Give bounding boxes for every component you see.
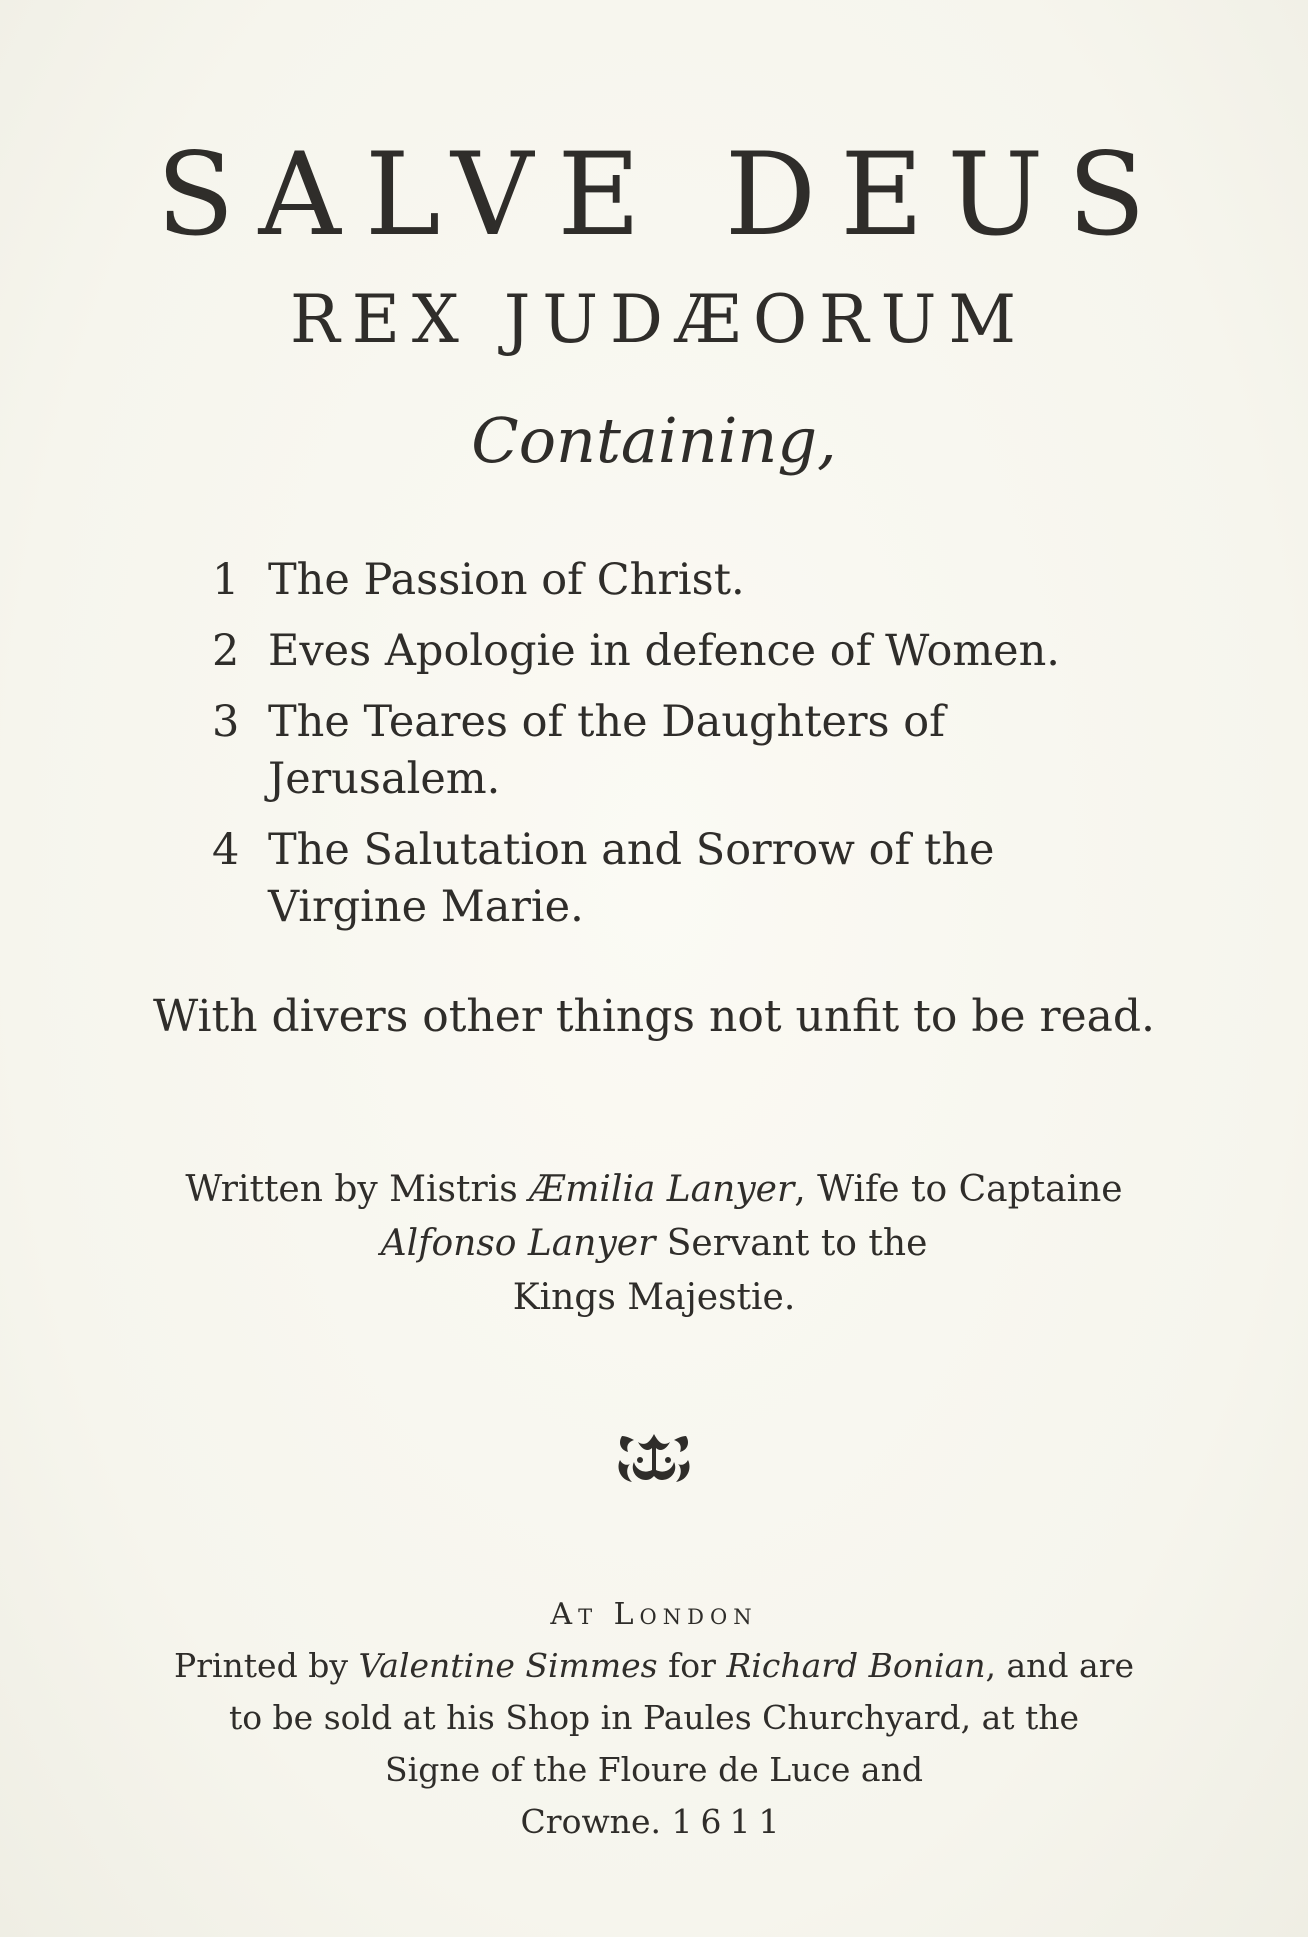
author-name: Æmilia Lanyer [529,1169,795,1210]
for-text: for [657,1646,727,1685]
list-item-text: The Passion of Christ. [268,555,745,605]
author-statement [0,1163,1308,1325]
publication-year: 1611 [671,1802,788,1841]
list-item [212,623,1112,680]
list-item-number: 1 [212,555,240,605]
husband-name: Alfonso Lanyer [380,1223,656,1264]
list-item-text: The Teares of the Daughters of Jerusalem. [268,697,946,804]
imprint-line-1 [0,1640,1308,1692]
crowne-text: Crowne. [520,1802,661,1841]
list-item [212,552,1112,609]
author-line-2 [0,1217,1308,1271]
author-line-1 [0,1163,1308,1217]
imprint-line-2: to be sold at his Shop in Paules Churchyard, at the [228,1698,1080,1737]
list-item-number: 3 [212,697,240,747]
publisher-name: Richard Bonian [726,1646,986,1685]
printer-name: Valentine Simmes [358,1646,658,1685]
title-main: SALVE DEUS [156,128,1170,261]
containing-heading: Containing, [471,404,837,477]
list-item [212,694,1112,808]
fleuron-icon [614,1430,694,1488]
printed-by-text: Printed by [174,1646,348,1685]
servant-to-text: Servant to the [655,1223,928,1264]
imprint-line-4 [0,1796,1308,1848]
written-by-text: Written by Mistris [185,1169,518,1210]
wife-to-text: , Wife to Captaine [794,1169,1123,1210]
imprint [0,1640,1308,1848]
with-divers-line: With divers other things not unfit to be read. [153,991,1155,1042]
imprint-heading: At London [550,1597,758,1632]
list-item-text: Eves Apologie in defence of Women. [268,626,1060,676]
author-line-3: Kings Majestie. [512,1277,796,1318]
imprint-line-3: Signe of the Floure de Luce and [385,1750,923,1789]
title-subtitle: REX JUDÆORUM [290,281,1028,358]
list-item-number: 2 [212,626,240,676]
list-item-text: The Salutation and Sorrow of the Virgine Marie. [268,825,995,932]
list-item [212,822,1112,936]
contents-list [212,552,1112,950]
list-item-number: 4 [212,825,240,875]
and-are-text: , and are [985,1646,1134,1685]
